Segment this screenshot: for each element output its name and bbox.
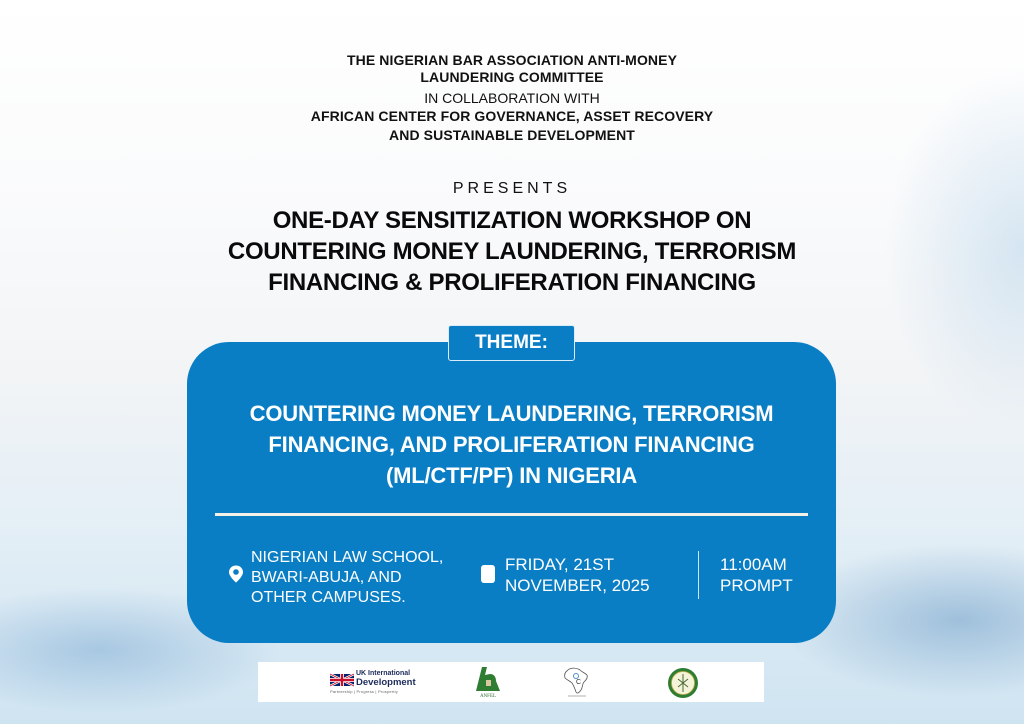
date-line-2: NOVEMBER, 2025 — [505, 576, 650, 595]
partner-line-2: AND SUSTAINABLE DEVELOPMENT — [389, 127, 635, 143]
theme-title-line-1: COUNTERING MONEY LAUNDERING, TERRORISM — [249, 401, 774, 426]
uk-logo-name-line-2: Development — [356, 677, 416, 688]
circular-seal-logo — [667, 667, 699, 699]
workshop-title-line-3: FINANCING & PROLIFERATION FINANCING — [268, 269, 756, 296]
theme-title-line-2: FINANCING, AND PROLIFERATION FINANCING — [268, 432, 755, 457]
theme-title-line-3: (ML/CTF/PF) IN NIGERIA — [385, 463, 638, 488]
time-line-2: PROMPT — [720, 576, 793, 595]
venue-line-1: NIGERIAN LAW SCHOOL, — [251, 549, 444, 566]
time-text — [720, 554, 793, 596]
theme-title — [187, 398, 836, 491]
union-jack-flag-icon — [330, 673, 354, 687]
venue-line-2: BWARI-ABUJA, AND — [251, 569, 402, 586]
time-line-1: 11:00AM — [720, 555, 787, 574]
anfel-emblem-icon — [474, 665, 502, 693]
date-line-1: FRIDAY, 21ST — [505, 555, 614, 574]
organizer-line-1: THE NIGERIAN BAR ASSOCIATION ANTI-MONEY — [346, 52, 678, 68]
africa-map-logo — [562, 666, 592, 698]
venue-text — [251, 548, 443, 608]
organizer-line-2: LAUNDERING COMMITTEE — [420, 69, 604, 85]
anfel-logo-text: ANFEL — [479, 694, 497, 699]
theme-label: THEME: — [448, 325, 575, 361]
partner-line-1: AFRICAN CENTER FOR GOVERNANCE, ASSET RECOVERY — [310, 108, 714, 124]
collaboration-text: IN COLLABORATION WITH — [424, 90, 600, 106]
uk-logo-name — [356, 670, 416, 688]
date-text — [505, 554, 650, 596]
workshop-title-line-2: COUNTERING MONEY LAUNDERING, TERRORISM — [227, 238, 797, 265]
workshop-title-line-1: ONE-DAY SENSITIZATION WORKSHOP ON — [272, 207, 752, 234]
location-pin-icon — [228, 565, 244, 583]
uk-international-development-logo — [330, 670, 440, 696]
uk-logo-tagline: Partnership | Progress | Prosperity — [330, 689, 398, 694]
date-time-separator — [698, 551, 699, 599]
calendar-icon — [481, 565, 495, 583]
organizer-block — [0, 52, 1024, 144]
anfel-logo — [474, 665, 502, 699]
workshop-title — [0, 205, 1024, 298]
theme-divider — [215, 513, 808, 516]
presents-label: PRESENTS — [452, 180, 572, 197]
africa-logo-letter: C — [576, 679, 582, 686]
venue-line-3: OTHER CAMPUSES. — [251, 589, 406, 606]
uk-logo-name-line-1: UK International — [356, 670, 411, 677]
